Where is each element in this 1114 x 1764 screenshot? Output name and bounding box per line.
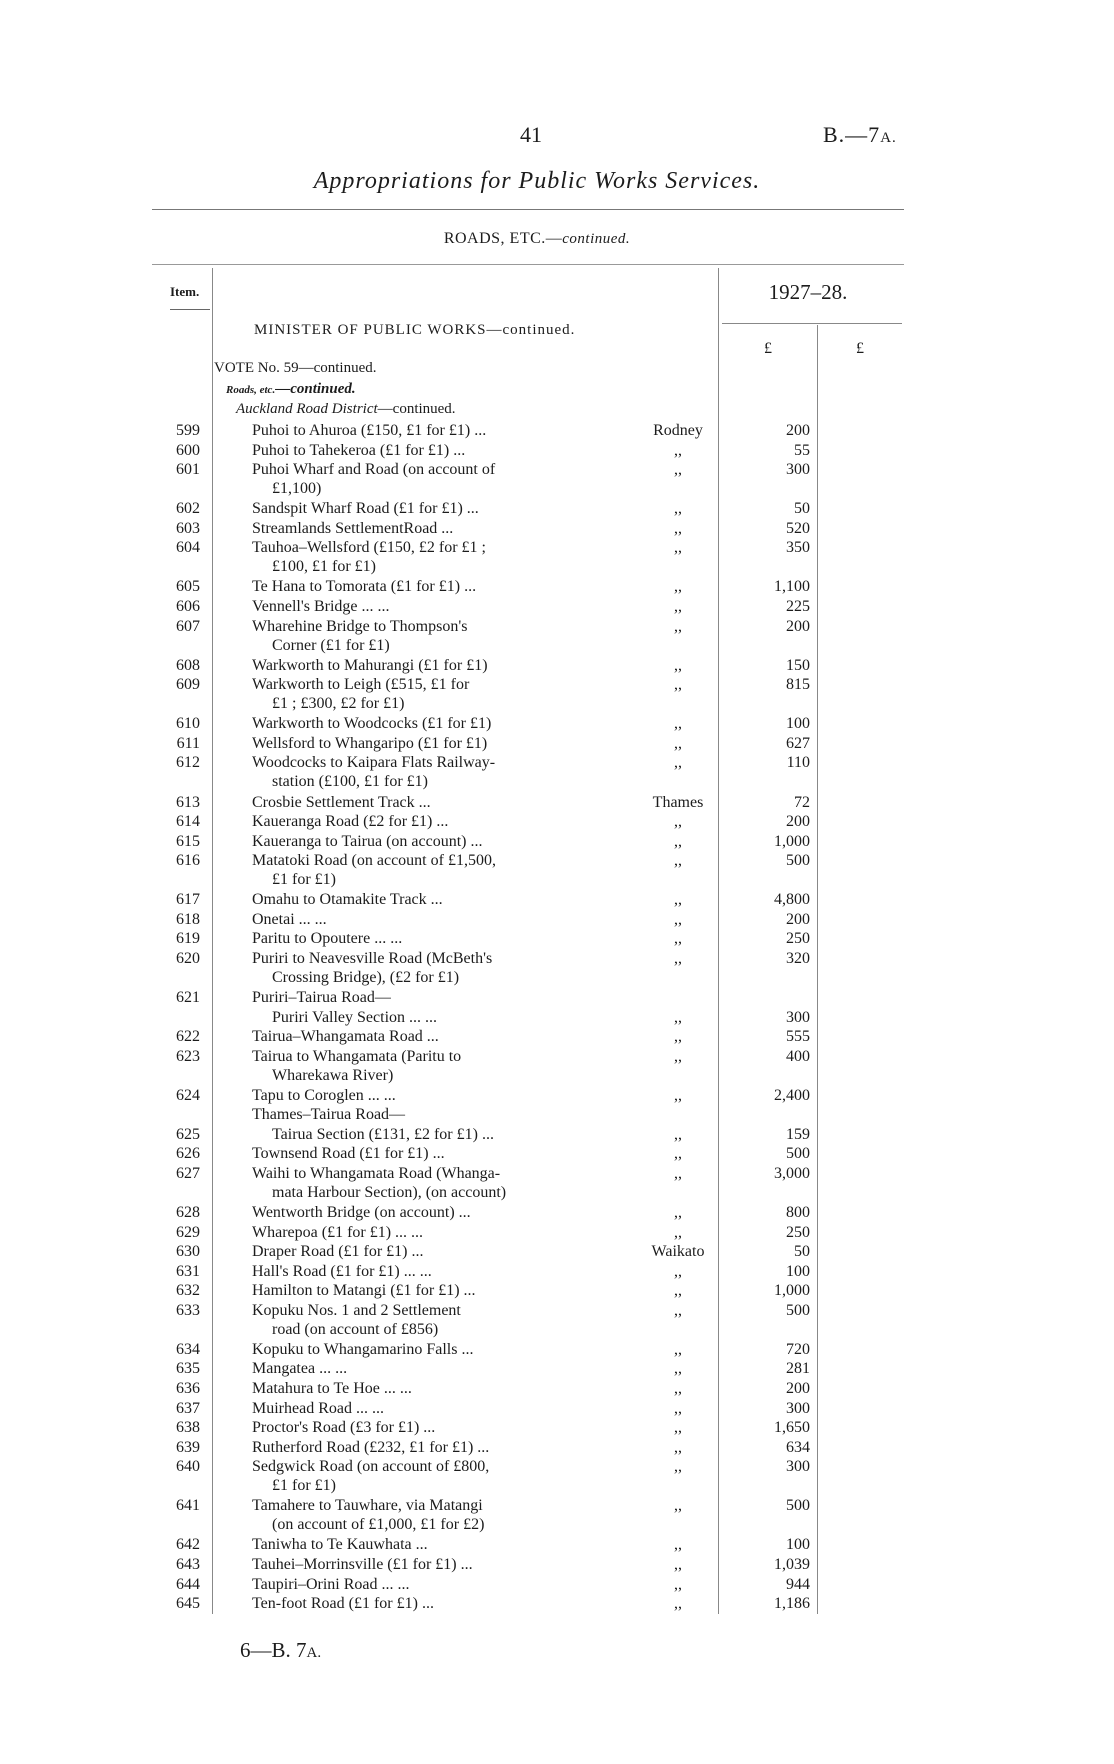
item-number: 624	[176, 1086, 200, 1104]
description-cell	[252, 1223, 582, 1242]
description-continuation: mata Harbour Section), (on account)	[272, 1183, 507, 1201]
amount-cell: 281	[786, 1360, 810, 1378]
district-cell: ,,	[674, 1555, 682, 1573]
amount-cell: 500	[786, 1301, 810, 1319]
description-cell	[252, 1399, 582, 1418]
item-number: 614	[176, 813, 200, 830]
amount-cell: 100	[786, 715, 810, 733]
description-cell	[252, 929, 582, 948]
item-number: 626	[176, 1145, 200, 1163]
amount-cell: 300	[786, 1458, 810, 1476]
description-line: Ten-foot Road (£1 for £1) ...	[252, 1595, 434, 1612]
page-title: Appropriations for Public Works Services.	[313, 168, 761, 194]
description-cell	[252, 441, 582, 460]
item-number: 637	[176, 1399, 200, 1417]
amount-cell: 72	[794, 793, 810, 811]
description-cell	[252, 1340, 582, 1359]
amount-cell: 2,400	[774, 1086, 810, 1104]
amount-cell: 815	[786, 676, 810, 694]
description-cell	[252, 714, 582, 733]
item-number: 609	[176, 676, 200, 694]
description-line: Hall's Road (£1 for £1) ... ...	[252, 1262, 432, 1280]
district-cell: ,,	[674, 1125, 682, 1143]
amount-cell: 200	[786, 813, 810, 830]
description-cell	[252, 1594, 582, 1613]
district-cell: ,,	[674, 656, 682, 674]
description-line: Mangatea ... ...	[252, 1360, 348, 1378]
district-cell: ,,	[674, 461, 682, 479]
district-name: Auckland Road District	[236, 401, 378, 417]
district-cell: ,,	[674, 715, 682, 733]
description-line: Sedgwick Road (on account of £800,	[252, 1458, 490, 1476]
footer-signature	[240, 1638, 321, 1663]
description-line: Woodcocks to Kaipara Flats Railway-	[252, 754, 496, 772]
document-reference-suffix: A.	[880, 130, 897, 146]
district-cell: ,,	[674, 852, 682, 870]
description-cell	[252, 1496, 582, 1534]
description-continuation: £100, £1 for £1)	[272, 558, 376, 576]
district-cell: ,,	[674, 813, 682, 830]
description-cell	[252, 1164, 582, 1202]
currency-symbol-2: £	[856, 340, 864, 357]
description-line: Tauhoa–Wellsford (£150, £2 for £1 ;	[252, 539, 486, 557]
amount-cell: 320	[786, 949, 810, 967]
item-number: 615	[176, 832, 200, 850]
document-reference-main: B.—7	[823, 122, 881, 147]
description-line: Vennell's Bridge ... ...	[252, 598, 390, 615]
description-continuation: (on account of £1,000, £1 for £2)	[272, 1516, 485, 1534]
description-line: Matahura to Te Hoe ... ...	[252, 1380, 412, 1397]
amount-cell: 400	[786, 1047, 810, 1065]
description-line: Puriri–Tairua Road—	[252, 989, 391, 1006]
district-cell: ,,	[674, 598, 682, 615]
amount-cell: 3,000	[774, 1164, 810, 1182]
description-line: Wharepoa (£1 for £1) ... ...	[252, 1223, 424, 1241]
description-line: Matatoki Road (on account of £1,500,	[252, 852, 496, 870]
district-cell: ,,	[674, 1086, 682, 1104]
description-cell	[252, 1438, 582, 1457]
district-cell: ,,	[674, 539, 682, 557]
district-cell: ,,	[674, 519, 682, 537]
item-number: 608	[176, 656, 200, 674]
item-number: 619	[176, 930, 200, 948]
amount-cell: 55	[794, 441, 810, 459]
item-number: 616	[176, 852, 200, 870]
amount-cell: 300	[786, 461, 810, 479]
amount-cell: 1,100	[774, 578, 810, 596]
description-line: Warkworth to Leigh (£515, £1 for	[252, 676, 470, 694]
amount-cell: 1,186	[774, 1595, 810, 1612]
item-number: 625	[176, 1125, 200, 1143]
item-number: 630	[176, 1243, 200, 1261]
item-number: 613	[176, 793, 200, 811]
description-cell	[252, 793, 582, 812]
district-continued: —continued.	[377, 401, 456, 417]
description-cell	[252, 1457, 582, 1495]
item-number: 621	[176, 989, 200, 1006]
item-number: 641	[176, 1497, 200, 1515]
item-number: 611	[176, 734, 200, 752]
year-column-header: 1927–28.	[768, 280, 848, 304]
amount-cell: 159	[786, 1125, 810, 1143]
description-cell	[252, 812, 582, 831]
amount-cell: 300	[786, 1008, 810, 1026]
description-line: Thames–Tairua Road—	[252, 1106, 406, 1124]
district-cell: ,,	[674, 1438, 682, 1456]
amount-cell: 50	[794, 500, 810, 518]
description-line: Omahu to Otamakite Track ...	[252, 891, 443, 909]
description-line: Kaueranga to Tairua (on account) ...	[252, 832, 483, 850]
item-number: 622	[176, 1028, 200, 1046]
district-cell: ,,	[674, 910, 682, 928]
district-cell: ,,	[674, 734, 682, 752]
item-number: 640	[176, 1458, 200, 1476]
description-line: Streamlands SettlementRoad ...	[252, 519, 454, 537]
document-reference	[823, 122, 897, 148]
amount-column-divider	[817, 325, 818, 1614]
district-cell: ,,	[674, 1497, 682, 1515]
roads-subheading-main: Roads, etc.	[226, 384, 276, 396]
district-cell: ,,	[674, 891, 682, 909]
item-column-header: Item.	[170, 284, 200, 299]
description-line: Puriri to Neavesville Road (McBeth's	[252, 949, 493, 967]
district-cell: ,,	[674, 832, 682, 850]
description-cell	[252, 577, 582, 596]
description-cell	[252, 1047, 582, 1085]
description-line: Hamilton to Matangi (£1 for £1) ...	[252, 1282, 476, 1300]
section-heading-continued: continued.	[562, 231, 631, 247]
district-cell: Rodney	[653, 422, 703, 439]
district-cell: ,,	[674, 1575, 682, 1593]
description-cell	[252, 1125, 582, 1144]
description-cell	[252, 832, 582, 851]
district-cell: ,,	[674, 1536, 682, 1554]
district-cell: ,,	[674, 1282, 682, 1300]
description-line: Tairua to Whangamata (Paritu to	[252, 1047, 462, 1065]
item-number: 605	[176, 578, 200, 596]
item-number: 638	[176, 1419, 200, 1437]
item-number: 644	[176, 1575, 200, 1593]
amount-cell: 225	[786, 598, 810, 615]
district-cell: ,,	[674, 441, 682, 459]
description-line: Taniwha to Te Kauwhata ...	[252, 1536, 428, 1554]
description-line: Tauhei–Morrinsville (£1 for £1) ...	[252, 1555, 473, 1573]
item-number: 631	[176, 1262, 200, 1280]
description-cell	[252, 1418, 582, 1437]
description-cell	[252, 538, 582, 576]
item-number: 620	[176, 949, 200, 967]
minister-heading: MINISTER OF PUBLIC WORKS—continued.	[254, 322, 576, 338]
district-cell: ,,	[674, 500, 682, 518]
footer-signature-suffix: A.	[306, 1645, 322, 1661]
item-number: 623	[176, 1047, 200, 1065]
item-header-rule	[170, 309, 210, 310]
description-continuation: £1 for £1)	[272, 1477, 336, 1495]
district-cell: ,,	[674, 1419, 682, 1437]
amount-cell: 300	[786, 1399, 810, 1417]
description-continuation: Corner (£1 for £1)	[272, 636, 390, 654]
description-cell	[252, 734, 582, 753]
description-continuation: station (£100, £1 for £1)	[272, 773, 428, 791]
item-number: 628	[176, 1204, 200, 1221]
description-line: Te Hana to Tomorata (£1 for £1) ...	[252, 578, 477, 596]
item-number: 612	[176, 754, 200, 772]
description-cell	[252, 519, 582, 538]
description-line: Puhoi to Ahuroa (£150, £1 for £1) ...	[252, 422, 487, 439]
description-line: Tapu to Coroglen ... ...	[252, 1086, 396, 1104]
description-cell	[252, 1535, 582, 1554]
description-cell	[252, 1281, 582, 1300]
item-number: 618	[176, 910, 200, 928]
district-cell: ,,	[674, 1458, 682, 1476]
description-line: Wharehine Bridge to Thompson's	[252, 617, 468, 635]
description-cell	[252, 1105, 582, 1124]
description-cell	[252, 988, 582, 1007]
description-cell	[252, 1027, 582, 1046]
description-cell	[252, 910, 582, 929]
description-continuation: £1 for £1)	[272, 871, 336, 889]
item-column-divider	[212, 268, 213, 1614]
description-cell	[252, 890, 582, 909]
description-line: Draper Road (£1 for £1) ...	[252, 1243, 424, 1261]
description-line: Waihi to Whangamata Road (Whanga-	[252, 1164, 501, 1182]
vote-heading: VOTE No. 59—continued.	[214, 360, 377, 376]
district-cell: ,,	[674, 1301, 682, 1319]
table-top-rule	[152, 264, 904, 265]
district-cell: ,,	[674, 1145, 682, 1163]
description-line: Muirhead Road ... ...	[252, 1399, 384, 1417]
description-cell	[252, 460, 582, 498]
district-cell: ,,	[674, 1047, 682, 1065]
district-cell: ,,	[674, 1262, 682, 1280]
district-cell: ,,	[674, 930, 682, 948]
amount-cell: 1,650	[774, 1419, 810, 1437]
section-heading	[0, 230, 1074, 248]
description-cell	[252, 851, 582, 889]
description-cell	[252, 1359, 582, 1378]
item-number: 617	[176, 891, 200, 909]
item-number: 606	[176, 598, 200, 615]
district-cell: ,,	[674, 949, 682, 967]
district-cell: Thames	[652, 793, 704, 811]
item-number: 599	[176, 422, 200, 439]
amount-cell: 200	[786, 1380, 810, 1397]
description-continuation: Wharekawa River)	[272, 1066, 394, 1084]
description-line: Puhoi Wharf and Road (on account of	[252, 461, 496, 479]
description-cell	[252, 597, 582, 616]
amount-cell: 200	[786, 617, 810, 635]
item-number: 600	[176, 441, 200, 459]
title-rule	[152, 209, 904, 210]
item-number: 602	[176, 500, 200, 518]
description-line: Crosbie Settlement Track ...	[252, 793, 431, 811]
district-cell: ,,	[674, 676, 682, 694]
item-number: 629	[176, 1223, 200, 1241]
item-number: 636	[176, 1380, 200, 1397]
description-line: Kaueranga Road (£2 for £1) ...	[252, 813, 449, 830]
description-line: Kopuku to Whangamarino Falls ...	[252, 1340, 474, 1358]
description-cell	[252, 656, 582, 675]
description-line: Townsend Road (£1 for £1) ...	[252, 1145, 445, 1163]
district-cell: ,,	[674, 1028, 682, 1046]
amount-cell: 1,039	[774, 1555, 810, 1573]
district-cell: ,,	[674, 1164, 682, 1182]
amount-cell: 500	[786, 852, 810, 870]
amount-cell: 100	[786, 1536, 810, 1554]
item-number: 633	[176, 1301, 200, 1319]
description-cell	[252, 753, 582, 791]
amount-cell: 720	[786, 1340, 810, 1358]
amount-cell: 110	[786, 754, 810, 772]
amount-cell: 1,000	[774, 1282, 810, 1300]
description-line: Puhoi to Tahekeroa (£1 for £1) ...	[252, 441, 466, 459]
item-number: 634	[176, 1340, 200, 1358]
description-cell	[252, 1575, 582, 1594]
description-line: Kopuku Nos. 1 and 2 Settlement	[252, 1301, 461, 1319]
description-line: Wellsford to Whangaripo (£1 for £1)	[252, 734, 488, 752]
description-continuation: road (on account of £856)	[272, 1320, 439, 1338]
district-heading	[236, 401, 456, 418]
item-number: 610	[176, 715, 200, 733]
description-line: Wentworth Bridge (on account) ...	[252, 1204, 471, 1221]
page-number: 41	[520, 122, 542, 147]
description-cell	[252, 1262, 582, 1281]
description-line: Warkworth to Woodcocks (£1 for £1)	[252, 715, 492, 733]
item-number: 607	[176, 617, 200, 635]
description-cell	[252, 421, 582, 440]
amount-cell: 500	[786, 1497, 810, 1515]
description-line: Paritu to Opoutere ... ...	[252, 930, 403, 948]
description-cell	[252, 1555, 582, 1574]
amount-cell: 250	[786, 1223, 810, 1241]
district-cell: ,,	[674, 1360, 682, 1378]
amount-cell: 150	[786, 656, 810, 674]
description-continuation: £1 ; £300, £2 for £1)	[272, 695, 405, 713]
year-header-rule	[722, 323, 902, 324]
district-cell: ,,	[674, 1399, 682, 1417]
district-cell: ,,	[674, 1223, 682, 1241]
amount-cell: 100	[786, 1262, 810, 1280]
roads-subheading	[226, 381, 356, 398]
amount-cell: 500	[786, 1145, 810, 1163]
description-continuation: £1,100)	[272, 480, 322, 498]
description-cell	[252, 1144, 582, 1163]
description-cell	[252, 1008, 582, 1027]
item-number: 643	[176, 1555, 200, 1573]
description-line: Taupiri–Orini Road ... ...	[252, 1575, 410, 1593]
amount-cell: 520	[786, 519, 810, 537]
amount-cell: 627	[786, 734, 810, 752]
district-cell: ,,	[674, 578, 682, 596]
amount-cell: 800	[786, 1204, 810, 1221]
district-cell: ,,	[674, 1595, 682, 1612]
district-cell: ,,	[674, 1340, 682, 1358]
description-cell	[252, 1379, 582, 1398]
amount-cell: 250	[786, 930, 810, 948]
item-number: 639	[176, 1438, 200, 1456]
description-continuation: Tairua Section (£131, £2 for £1) ...	[272, 1125, 494, 1143]
currency-symbol-1: £	[764, 340, 772, 357]
amount-cell: 1,000	[774, 832, 810, 850]
amount-cell: 634	[786, 1438, 810, 1456]
item-number: 642	[176, 1536, 200, 1554]
description-line: Rutherford Road (£232, £1 for £1) ...	[252, 1438, 490, 1456]
amount-cell: 555	[786, 1028, 810, 1046]
item-number: 604	[176, 539, 200, 557]
section-heading-main: ROADS, ETC.—	[443, 230, 563, 247]
description-cell	[252, 675, 582, 713]
description-line: Onetai ... ...	[252, 910, 327, 928]
amount-cell: 4,800	[774, 891, 810, 909]
district-cell: ,,	[674, 1380, 682, 1397]
district-cell: Waikato	[651, 1243, 705, 1261]
item-number: 603	[176, 519, 200, 537]
description-line: Sandspit Wharf Road (£1 for £1) ...	[252, 500, 479, 518]
amount-cell: 50	[794, 1243, 810, 1261]
item-number: 627	[176, 1164, 200, 1182]
description-continuation: Puriri Valley Section ... ...	[272, 1008, 438, 1026]
amount-cell: 944	[786, 1575, 810, 1593]
district-cell: ,,	[674, 1008, 682, 1026]
district-cell: ,,	[674, 1204, 682, 1221]
item-number: 601	[176, 461, 200, 479]
roads-subheading-continued: —continued.	[275, 381, 356, 397]
district-cell: ,,	[674, 754, 682, 772]
description-line: Warkworth to Mahurangi (£1 for £1)	[252, 656, 488, 674]
district-cell: ,,	[674, 617, 682, 635]
description-cell	[252, 1242, 582, 1261]
item-number: 635	[176, 1360, 200, 1378]
amount-cell: 200	[786, 422, 810, 439]
description-line: Proctor's Road (£3 for £1) ...	[252, 1419, 436, 1437]
description-continuation: Crossing Bridge), (£2 for £1)	[272, 968, 460, 986]
amount-cell: 200	[786, 910, 810, 928]
description-line: Tamahere to Tauwhare, via Matangi	[252, 1497, 483, 1515]
description-cell	[252, 949, 582, 987]
footer-signature-main: 6—B. 7	[240, 1638, 307, 1662]
item-number: 632	[176, 1282, 200, 1300]
description-cell	[252, 1203, 582, 1222]
description-cell	[252, 617, 582, 655]
item-number: 645	[176, 1595, 200, 1612]
description-cell	[252, 1086, 582, 1105]
description-line: Tairua–Whangamata Road ...	[252, 1028, 439, 1046]
amount-cell: 350	[786, 539, 810, 557]
description-cell	[252, 1301, 582, 1339]
description-cell	[252, 499, 582, 518]
